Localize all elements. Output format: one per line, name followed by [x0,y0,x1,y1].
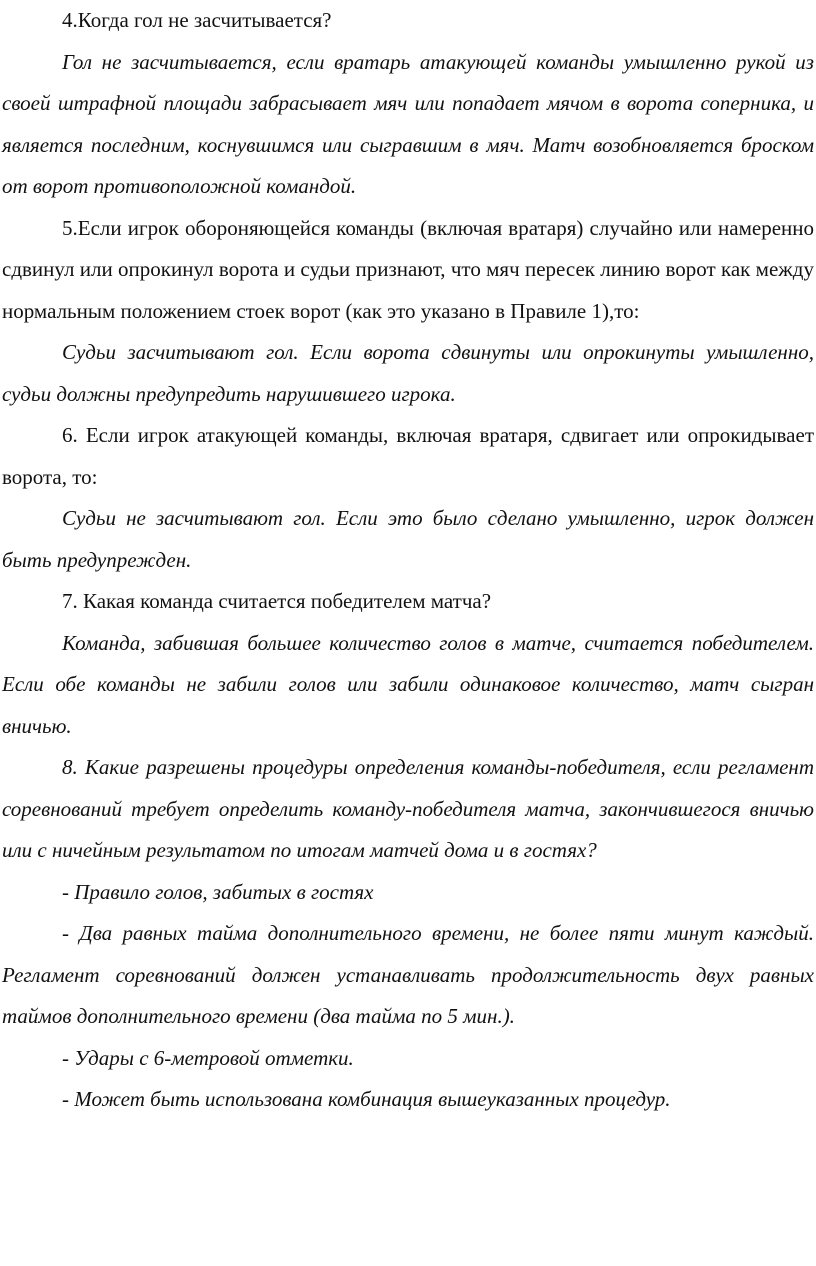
paragraph-question-4: 4.Когда гол не засчитывается? [62,8,332,32]
paragraph-question-7: 7. Какая команда считается победителем матча? [62,589,492,613]
list-item-away-goals-rule: - Правило голов, забитых в гостях [62,879,374,904]
list-item-penalty-kicks: - Удары с 6-метровой отметки. [62,1045,354,1070]
paragraph-answer-6: Судьи не засчитывают гол. Если это было сделано умышленно, игрок должен быть предупрежден. [2,506,814,572]
list-item-combination: - Может быть использована комбинация вышеуказанных процедур. [62,1087,671,1111]
paragraph-answer-7: Команда, забившая большее количество голов в матче, считается победителем. Если обе команды не забили голов или забили одинаковое количество, матч сыгран вничью. [2,630,814,738]
paragraph-question-6: 6. Если игрок атакующей команды, включая вратаря, сдвигает или опрокидывает ворота, то: [2,423,814,489]
paragraph-question-8: 8. Какие разрешены процедуры определения команды-победителя, если регламент соревнований требует определить команду-победителя матча, закончившегося вничью или с ничейным результатом по итогам матчей дома и в гостях? [2,755,814,862]
document-page [2,0,814,1121]
paragraph-question-5: 5.Если игрок обороняющейся команды (включая вратаря) случайно или намеренно сдвинул или опрокинул ворота и судьи признают, что мяч пересек линию ворот как между нормальным положением стоек ворот (как это указано в Правиле 1),то: [2,215,814,323]
list-item-extra-time: - Два равных тайма дополнительного времени, не более пяти минут каждый. Регламент соревнований должен устанавливать продолжительность двух равных таймов дополнительного времени (два тайма по 5 мин.). [2,921,814,1028]
paragraph-answer-5: Судьи засчитывают гол. Если ворота сдвинуты или опрокинуты умышленно, судьи должны предупредить нарушившего игрока. [2,340,814,406]
paragraph-answer-4: Гол не засчитывается, если вратарь атакующей команды умышленно рукой из своей штрафной площади забрасывает мяч или попадает мячом в ворота соперника, и является последним, коснувшимся или сыгравшим в мяч. Матч возобновляется броском от ворот противоположной командой. [2,49,814,198]
